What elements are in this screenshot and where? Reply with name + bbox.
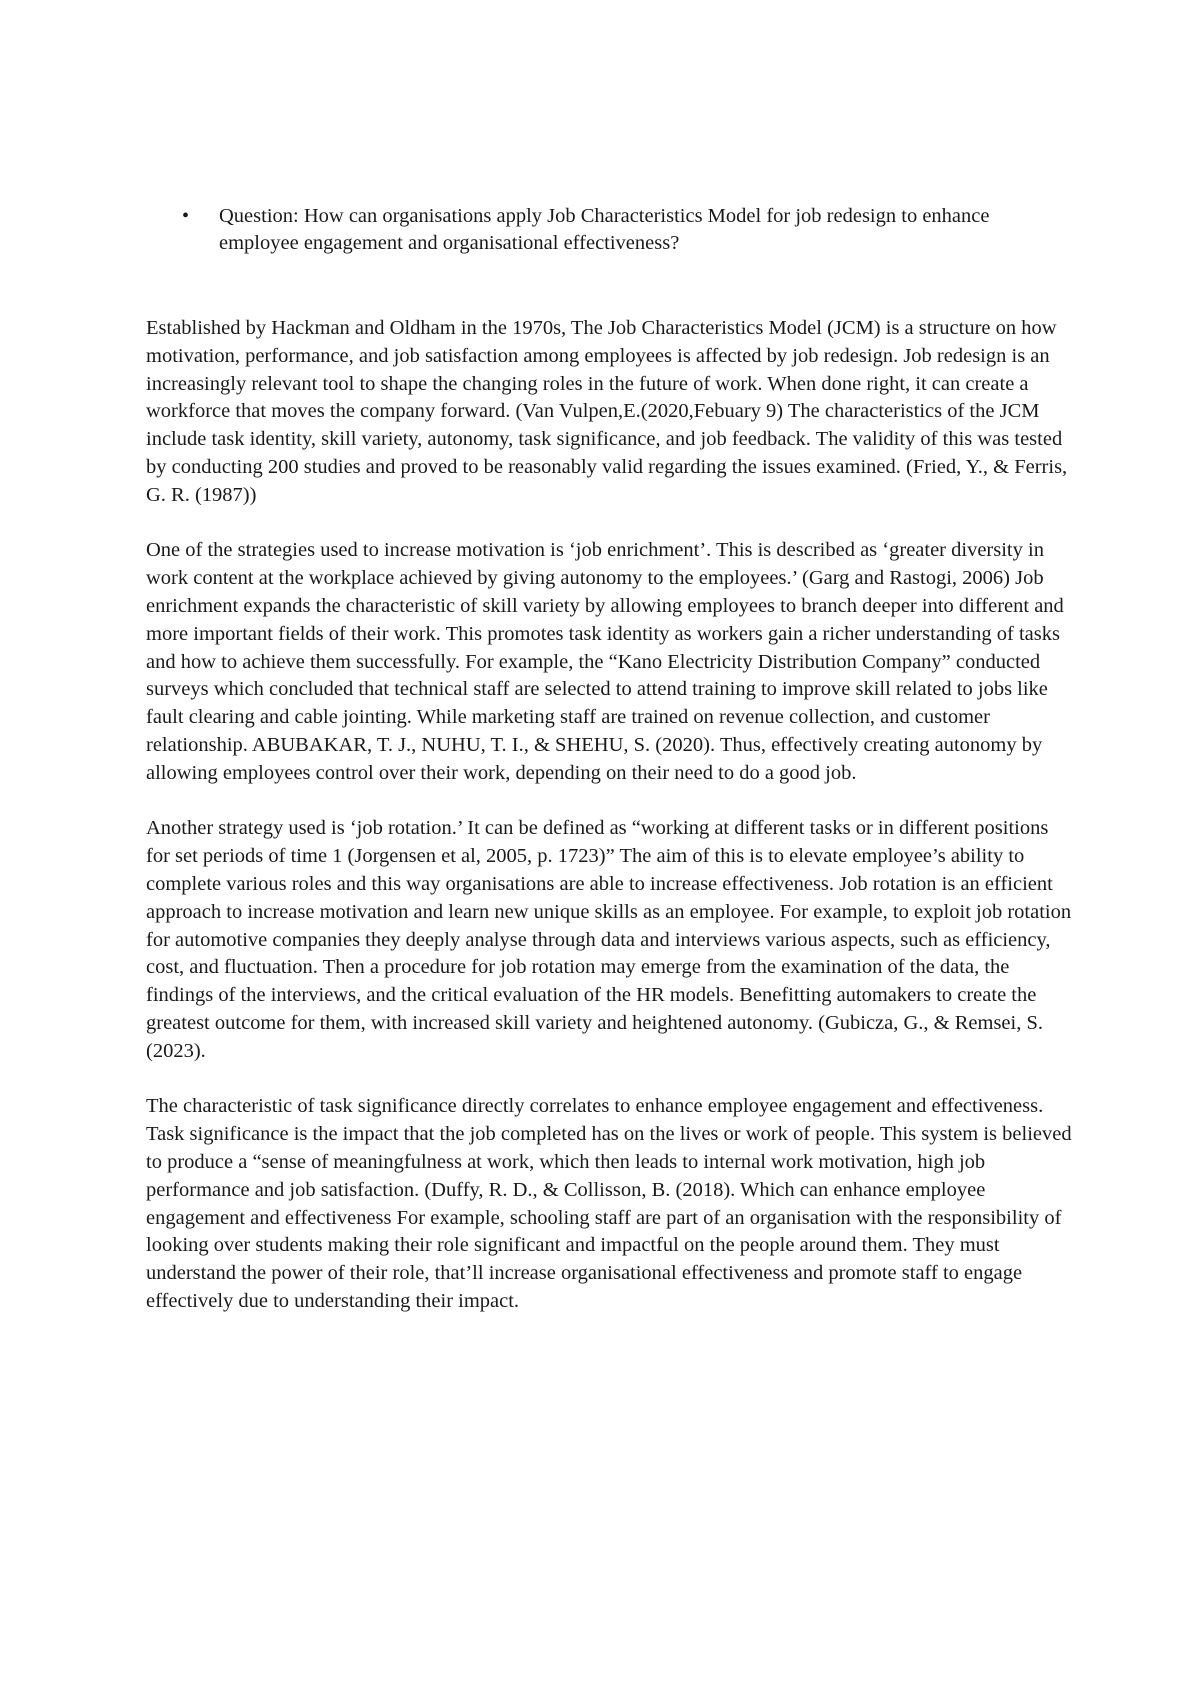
document-body xyxy=(146,315,1076,1343)
paragraph-job-enrichment: One of the strategies used to increase motivation is ‘job enrichment’. This is described as ‘greater diversity in work content at the workplace achieved by giving autonomy to the employees.’ (Garg and Rastogi, 2006) Job enrichment expands the characteristic of skill variety by allowing employees to branch deeper into different and more important fields of their work. This promotes task identity as workers gain a richer understanding of tasks and how to achieve them successfully. For example, the “Kano Electricity Distribution Company” conducted surveys which concluded that technical staff are selected to attend training to improve skill related to jobs like fault clearing and cable jointing. While marketing staff are trained on revenue collection, and customer relationship. ABUBAKAR, T. J., NUHU, T. I., & SHEHU, S. (2020). Thus, effectively creating autonomy by allowing employees control over their work, depending on their need to do a good job. xyxy=(146,539,1064,784)
paragraph-job-rotation: Another strategy used is ‘job rotation.’ It can be defined as “working at different tasks or in different positions for set periods of time 1 (Jorgensen et al, 2005, p. 1723)” The aim of this is to elevate employee’s ability to complete various roles and this way organisations are able to increase effectiveness. Job rotation is an efficient approach to increase motivation and learn new unique skills as an employee. For example, to exploit job rotation for automotive companies they deeply analyse through data and interviews various aspects, such as efficiency, cost, and fluctuation. Then a procedure for job rotation may emerge from the examination of the data, the findings of the interviews, and the critical evaluation of the HR models. Benefitting automakers to create the greatest outcome for them, with increased skill variety and heightened autonomy. (Gubicza, G., & Remsei, S. (2023). xyxy=(146,817,1072,1062)
question-bullet-item xyxy=(182,203,1062,256)
bullet-icon: • xyxy=(182,205,190,227)
question-text: Question: How can organisations apply Job Characteristics Model for job redesign to enhance employee engagement and organisational effectiveness? xyxy=(219,205,990,254)
paragraph-jcm-overview: Established by Hackman and Oldham in the 1970s, The Job Characteristics Model (JCM) is a structure on how motivation, performance, and job satisfaction among employees is affected by job redesign. Job redesign is an increasingly relevant tool to shape the changing roles in the future of work. When done right, it can create a workforce that moves the company forward. (Van Vulpen,E.(2020,Febuary 9) The characteristics of the JCM include task identity, skill variety, autonomy, task significance, and job feedback. The validity of this was tested by conducting 200 studies and proved to be reasonably valid regarding the issues examined. (Fried, Y., & Ferris, G. R. (1987)) xyxy=(146,317,1068,506)
paragraph-task-significance: The characteristic of task significance directly correlates to enhance employee engagement and effectiveness. Task significance is the impact that the job completed has on the lives or work of people. This system is believed to produce a “sense of meaningfulness at work, which then leads to internal work motivation, high job performance and job satisfaction. (Duffy, R. D., & Collisson, B. (2018). Which can enhance employee engagement and effectiveness For example, schooling staff are part of an organisation with the responsibility of looking over students making their role significant and impactful on the people around them. They must understand the power of their role, that’ll increase organisational effectiveness and promote staff to engage effectively due to understanding their impact. xyxy=(146,1095,1072,1312)
